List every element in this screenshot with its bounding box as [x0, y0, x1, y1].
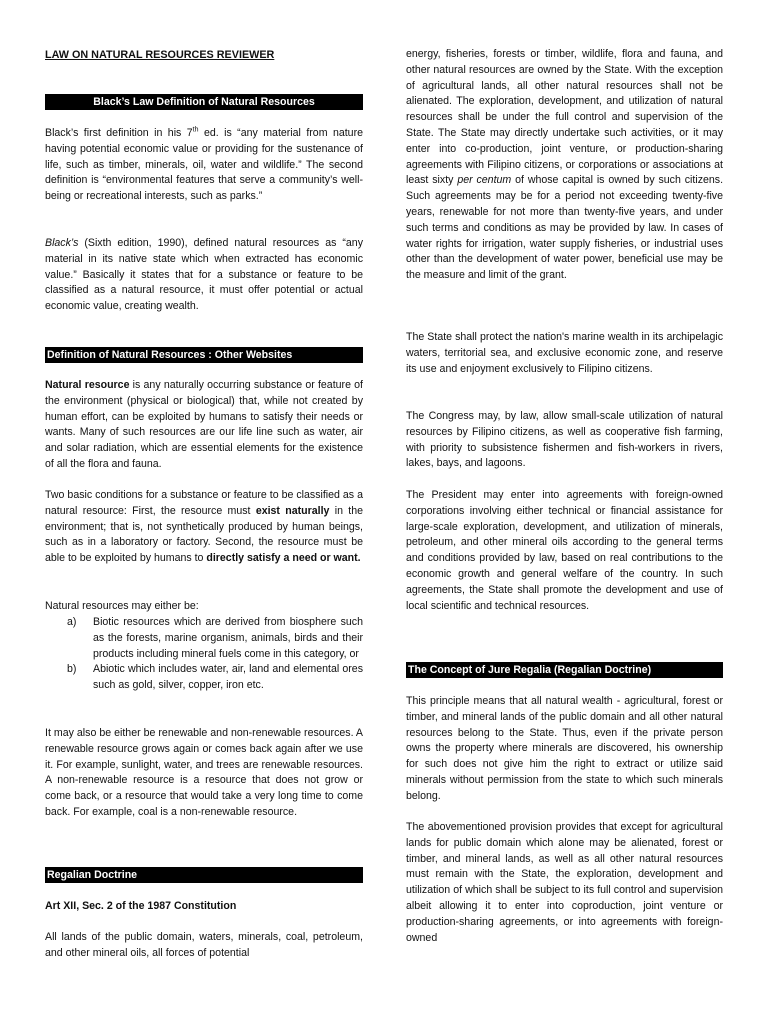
other-websites-paragraph-4: It may also be either be renewable and non-renewable resources. A renewable resource grows again or comes back again after we use it. For example, sunlight, water, and trees are renewable resources. A non-renewable resource is a resource that does not grow or come back, or a resource that would take a very long time to come back. For example, coal is a non-renewable resource. — [45, 727, 363, 818]
section-heading-blacks: Black’s Law Definition of Natural Resources — [45, 94, 363, 110]
section-heading-other-websites: Definition of Natural Resources : Other Websites — [45, 347, 363, 363]
regalian-paragraph-2: The State shall protect the nation's marine wealth in its archipelagic waters, territorial sea, and exclusive economic zone, and reserve its use and enjoyment exclusively to Filipino citizens. — [406, 331, 723, 375]
blacks-paragraph-2: Black’s (Sixth edition, 1990), defined natural resources as “any material in its native state which when extracted has economic value.” Basically it states that for a substance or feature to be classified as a natural resource, it must offer potential or actual economic value, creating wealth. — [45, 237, 363, 313]
resource-type-list — [45, 615, 363, 694]
regalian-paragraph-1-start: All lands of the public domain, waters, minerals, coal, petroleum, and other mineral oils, all forces of potential — [45, 931, 363, 959]
resources-intro: Natural resources may either be: — [45, 600, 199, 612]
regalian-paragraph-4: The President may enter into agreements with foreign-owned corporations involving either technical or financial assistance for large-scale exploration, development, and utilization of minerals, petroleum, and other mineral oils according to the general terms and conditions provided by law, based on real contributions to the economic growth and general welfare of the country. In such agreements, the State shall promote the development and use of local scientific and technical resources. — [406, 489, 723, 612]
regalian-paragraph-1-cont: energy, fisheries, forests or timber, wildlife, flora and fauna, and other natural resources are owned by the State. With the exception of agricultural lands, all other natural resources shall not be alienated. The exploration, development, and utilization of natural resources shall be under the full control and supervision of the State. The State may directly undertake such activities, or it may enter into co-production, joint venture, or production-sharing agreements with Filipino citizens, or corporations or associations at least sixty per centum of whose capital is owned by such citizens. Such agreements may be for a period not exceeding twenty-five years, renewable for not more than twenty-five years, and under such terms and conditions as may be provided by law. In cases of water rights for irrigation, water supply fisheries, or industrial uses other than the development of water power, beneficial use may be the measure and limit of the grant. — [406, 48, 724, 282]
jure-regalia-paragraph-1: This principle means that all natural wealth - agricultural, forest or timber, and mineral lands of the public domain and all other natural resources belong to the State. Thus, even if the private person owns the property where minerals are discovered, his ownership for such does not give him the right to extract or utilize said minerals without permission from the state to which such minerals belong. — [406, 695, 723, 802]
document-title: LAW ON NATURAL RESOURCES REVIEWER — [45, 49, 275, 61]
other-websites-paragraph-1: Natural resource is any naturally occurring substance or feature of the environment (physical or biological) that, while not created by human effort, can be exploited by humans to satisfy their needs or wants. Many of such resources are our life line such as water, air and solar radiation, which are essential elements for the existence of all the flora and fauna. — [45, 379, 363, 470]
constitution-subheading: Art XII, Sec. 2 of the 1987 Constitution — [45, 900, 237, 912]
jure-regalia-paragraph-2: The abovementioned provision provides that except for agricultural lands for public domain which alone may be alienated, forest or timber, and mineral lands, as well as all other natural resources must remain with the State, the exploration, development and utilization of which shall be subject to its full control and supervision albeit allowing it to enter into coproduction, joint venture or production-sharing agreements, or into agreements with foreign-owned — [406, 821, 723, 944]
list-item: a) Biotic resources which are derived from biosphere such as the forests, marine organism, animals, birds and their products including mineral fuels come in this category, or — [67, 616, 363, 660]
regalian-paragraph-3: The Congress may, by law, allow small-scale utilization of natural resources by Filipino citizens, as well as cooperative fish farming, with priority to subsistence fishermen and fish-workers in rivers, lakes, bays, and lagoons. — [406, 410, 723, 470]
list-item: b) Abiotic which includes water, air, land and elemental ores such as gold, silver, copper, iron etc. — [67, 663, 363, 692]
blacks-paragraph-1: Black’s first definition in his 7th ed. is “any material from nature having potential economic value or providing for the sustenance of life, such as timber, minerals, oil, water and wildlife.” The second definition is “environmental features that serve a community’s well-being or recreational interests, such as parks.” — [45, 126, 363, 203]
section-heading-regalian: Regalian Doctrine — [45, 867, 363, 883]
section-heading-jure-regalia: The Concept of Jure Regalia (Regalian Doctrine) — [406, 662, 723, 678]
other-websites-paragraph-2: Two basic conditions for a substance or feature to be classified as a natural resource: First, the resource must exist naturally in the environment; that is, not synthetically produced by human beings, such as in a laboratory or factory. Second, the resource must be able to be exploited by humans to directly satisfy a need or want. — [45, 489, 363, 565]
